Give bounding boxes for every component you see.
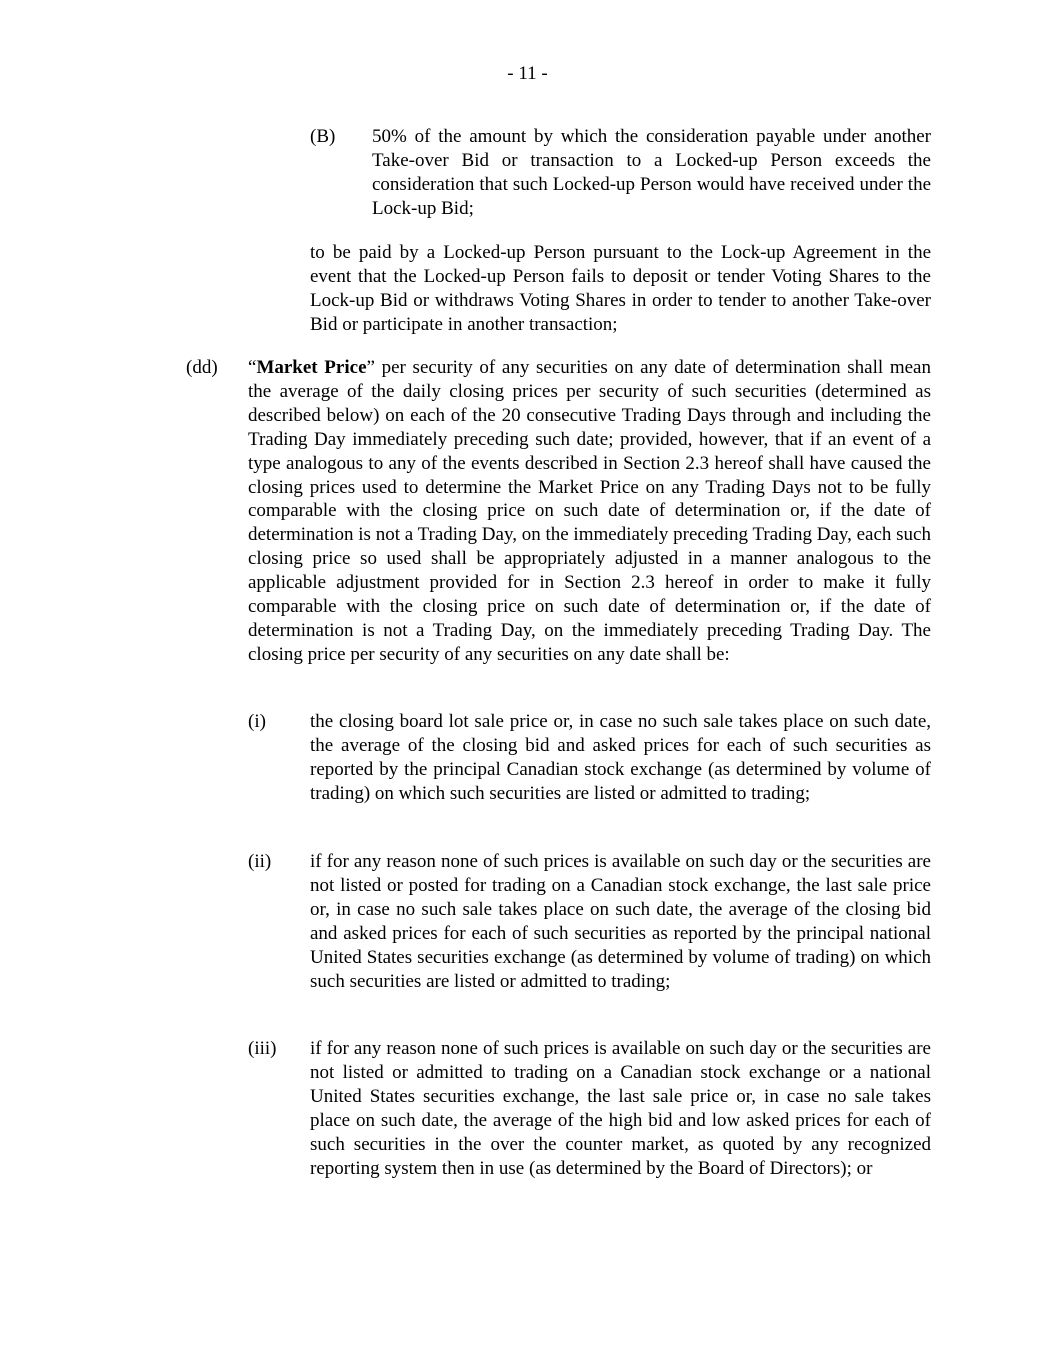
page-number: - 11 - <box>507 63 548 84</box>
sub-item-ii-label: (ii) <box>248 851 272 872</box>
lockup-continuation-text: to be paid by a Locked-up Person pursuant to the Lock-up Agreement in the event that the Locked-up Person fails to deposit or tender Voting Shares to the Lock-up Bid or withdraws Voting Shares in order to tender to another Take-over Bid or participate in another transaction; <box>310 242 931 335</box>
open-quote: “ <box>248 357 257 378</box>
sub-item-i-text: the closing board lot sale price or, in case no such sale takes place on such date, the average of the closing bid and asked prices for each of such securities as reported by the principal Canadian stock exchange (as determined by volume of trading) on which such securities are listed or admitted to trading; <box>310 711 931 804</box>
close-quote: ” <box>366 357 375 378</box>
sub-item-iii-text: if for any reason none of such prices is available on such day or the securities are not listed or admitted to trading on a Canadian stock exchange or a national United States securities exchange, the last sale price or, in case no sale takes place on such date, the average of the high bid and low asked prices for each of such securities in the over the counter market, as quoted by any recognized reporting system then in use (as determined by the Board of Directors); or <box>310 1038 931 1179</box>
sub-item-i-label: (i) <box>248 711 266 732</box>
definition-dd-paragraph <box>248 356 931 667</box>
definition-dd-text: per security of any securities on any date of determination shall mean the average of the daily closing prices per security of such securities (determined as described below) on each of the 20 consecutive Trading Days through and including the Trading Day immediately preceding such date; provided, however, that if an event of a type analogous to any of the events described in Section 2.3 hereof shall have caused the closing prices used to determine the Market Price on any Trading Days not to be fully comparable with the closing price on such date of determination or, if the date of determination is not a Trading Day, on the immediately preceding Trading Day, each such closing price so used shall be appropriately adjusted in a manner analogous to the applicable adjustment provided for in Section 2.3 hereof in order to make it fully comparable with the closing price on such date of determination or, if the date of determination is not a Trading Day, on the immediately preceding Trading Day. The closing price per security of any securities on any date shall be: <box>248 357 931 665</box>
definition-dd-label: (dd) <box>186 357 218 378</box>
sub-item-iii-label: (iii) <box>248 1038 277 1059</box>
clause-b-label: (B) <box>310 126 336 147</box>
clause-b-text: 50% of the amount by which the consideration payable under another Take-over Bid or transaction to a Locked-up Person exceeds the consideration that such Locked-up Person would have received under the Lock-up Bid; <box>372 126 931 219</box>
sub-item-ii-text: if for any reason none of such prices is available on such day or the securities are not listed or posted for trading on a Canadian stock exchange, the last sale price or, in case no such sale takes place on such date, the average of the closing bid and asked prices for each of such securities as reported by the principal national United States securities exchange (as determined by volume of trading) on which such securities are listed or admitted to trading; <box>310 851 931 992</box>
defined-term-market-price: Market Price <box>256 357 367 378</box>
